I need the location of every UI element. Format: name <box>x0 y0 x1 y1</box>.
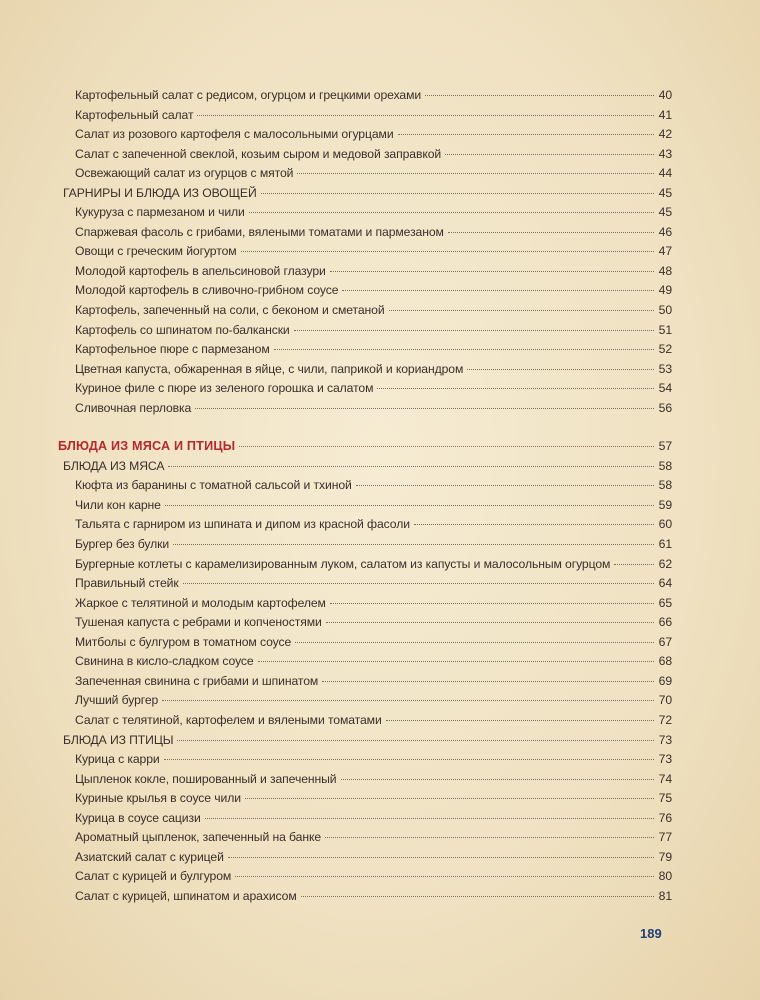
toc-entry-title: БЛЮДА ИЗ МЯСА <box>63 458 165 473</box>
dot-leader <box>326 622 654 623</box>
dot-leader <box>197 115 654 116</box>
dot-leader <box>205 818 654 819</box>
dot-leader <box>389 310 654 311</box>
toc-section[interactable] <box>58 186 672 206</box>
toc-entry-title: Чили кон карне <box>75 497 161 512</box>
toc-entry[interactable] <box>58 635 672 655</box>
toc-entry-page: 81 <box>658 888 672 903</box>
toc-entry-page: 59 <box>658 497 672 512</box>
toc-entry-title: Куриные крылья в соусе чили <box>75 791 241 806</box>
dot-leader <box>173 544 654 545</box>
toc-entry[interactable] <box>58 225 672 245</box>
toc-entry-title: Картофельный салат с редисом, огурцом и грецкими орехами <box>75 88 422 102</box>
toc-entry-page: 74 <box>658 771 672 786</box>
dot-leader <box>241 251 654 252</box>
toc-entry-page: 77 <box>658 830 672 845</box>
toc-entry-page: 60 <box>658 517 672 532</box>
toc-entry-page: 72 <box>658 712 672 727</box>
dot-leader <box>377 388 654 389</box>
toc-entry-page: 61 <box>658 537 672 552</box>
toc-entry-title: Тушеная капуста с ребрами и копченостями <box>75 615 322 630</box>
toc-entry-title: Свинина в кисло-сладком соусе <box>75 654 254 669</box>
toc-entry[interactable] <box>58 381 672 401</box>
toc-entry[interactable] <box>58 166 672 186</box>
toc-entry-page: 50 <box>658 303 672 318</box>
table-of-contents <box>58 88 672 908</box>
toc-entry-title: Запеченная свинина с грибами и шпинатом <box>75 673 319 688</box>
dot-leader <box>294 330 654 331</box>
toc-entry-title: Лучший бургер <box>75 693 159 708</box>
dot-leader <box>467 369 654 370</box>
toc-entry-title: Картофель со шпинатом по-балкански <box>75 322 290 337</box>
toc-entry[interactable] <box>58 830 672 850</box>
toc-entry-title: Салат из розового картофеля с малосольными огурцами <box>75 127 394 142</box>
toc-entry-title: Курица в соусе сацизи <box>75 810 201 825</box>
toc-entry-page: 79 <box>658 849 672 864</box>
toc-entry-page: 80 <box>658 869 672 884</box>
toc-entry-page: 73 <box>658 732 672 747</box>
dot-leader <box>164 759 654 760</box>
toc-entry-title: Овощи с греческим йогуртом <box>75 244 237 259</box>
toc-chapter[interactable] <box>58 439 672 459</box>
dot-leader <box>258 661 654 662</box>
toc-entry-page: 54 <box>658 381 672 396</box>
toc-entry-title: Салат с запеченной свеклой, козьим сыром и медовой заправкой <box>75 146 442 161</box>
toc-entry-page: 76 <box>658 810 672 825</box>
toc-entry[interactable] <box>58 537 672 557</box>
toc-entry[interactable] <box>58 362 672 382</box>
toc-entry-page: 69 <box>658 673 672 688</box>
dot-leader <box>386 720 654 721</box>
toc-entry[interactable] <box>58 576 672 596</box>
dot-leader <box>249 212 654 213</box>
toc-entry-title: Салат с телятиной, картофелем и вялеными томатами <box>75 712 382 727</box>
toc-entry-title: Сливочная перловка <box>75 400 192 415</box>
dot-leader <box>398 134 654 135</box>
dot-leader <box>301 896 654 897</box>
toc-entry[interactable] <box>58 478 672 498</box>
toc-entry-title: Куриное филе с пюре из зеленого горошка и салатом <box>75 381 374 396</box>
toc-entry-title: Картофельный салат <box>75 107 194 122</box>
dot-leader <box>235 876 654 877</box>
dot-leader <box>195 408 654 409</box>
toc-entry-title: Кюфта из баранины с томатной сальсой и тхиной <box>75 478 352 493</box>
toc-entry-page: 65 <box>658 595 672 610</box>
toc-entry-page: 45 <box>658 205 672 220</box>
toc-entry[interactable] <box>58 127 672 147</box>
toc-entry-page: 68 <box>658 654 672 669</box>
toc-entry-page: 53 <box>658 361 672 376</box>
dot-leader <box>448 232 654 233</box>
toc-entry-page: 48 <box>658 263 672 278</box>
toc-entry[interactable] <box>58 342 672 362</box>
toc-entry[interactable] <box>58 401 672 421</box>
toc-entry-title: Спаржевая фасоль с грибами, вялеными томатами и пармезаном <box>75 224 444 239</box>
toc-entry[interactable] <box>58 752 672 772</box>
toc-entry[interactable] <box>58 147 672 167</box>
toc-entry[interactable] <box>58 498 672 518</box>
dot-leader <box>274 349 654 350</box>
toc-entry-page: 46 <box>658 224 672 239</box>
toc-section[interactable] <box>58 459 672 479</box>
dot-leader <box>342 290 654 291</box>
toc-entry-page: 43 <box>658 146 672 161</box>
dot-leader <box>414 524 654 525</box>
dot-leader <box>177 740 654 741</box>
toc-entry-title: Курица с карри <box>75 752 160 767</box>
toc-entry-title: Бургер без булки <box>75 537 170 552</box>
toc-entry-page: 57 <box>658 439 672 454</box>
dot-leader <box>356 485 654 486</box>
toc-entry-page: 47 <box>658 244 672 259</box>
toc-entry-page: 75 <box>658 791 672 806</box>
toc-entry[interactable] <box>58 674 672 694</box>
toc-entry-page: 58 <box>658 478 672 493</box>
toc-entry-title: Цыпленок кокле, пошированный и запеченный <box>75 771 337 786</box>
dot-leader <box>445 154 654 155</box>
dot-leader <box>228 857 654 858</box>
toc-entry[interactable] <box>58 869 672 889</box>
toc-entry[interactable] <box>58 889 672 909</box>
toc-entry[interactable] <box>58 244 672 264</box>
page-number: 189 <box>640 926 662 941</box>
dot-leader <box>168 466 654 467</box>
dot-leader <box>425 95 654 96</box>
dot-leader <box>245 798 654 799</box>
toc-entry-title: Бургерные котлеты с карамелизированным луком, салатом из капусты и малосольным огурцом <box>75 556 611 571</box>
toc-entry-title: Жаркое с телятиной и молодым картофелем <box>75 595 326 610</box>
toc-entry[interactable] <box>58 283 672 303</box>
dot-leader <box>297 173 654 174</box>
dot-leader <box>330 603 654 604</box>
toc-entry-page: 70 <box>658 693 672 708</box>
toc-entry[interactable] <box>58 811 672 831</box>
toc-entry-page: 41 <box>658 107 672 122</box>
toc-entry-page: 51 <box>658 322 672 337</box>
toc-entry[interactable] <box>58 772 672 792</box>
toc-entry-title: Салат с курицей и булгуром <box>75 869 232 884</box>
dot-leader <box>322 681 654 682</box>
toc-entry-page: 44 <box>658 166 672 181</box>
toc-entry-page: 56 <box>658 400 672 415</box>
toc-entry-page: 52 <box>658 342 672 357</box>
toc-entry-title: БЛЮДА ИЗ ПТИЦЫ <box>63 732 174 747</box>
toc-entry-page: 62 <box>658 556 672 571</box>
dot-leader <box>165 505 654 506</box>
toc-entry[interactable] <box>58 596 672 616</box>
toc-entry-title: Молодой картофель в сливочно-грибном соусе <box>75 283 339 298</box>
toc-entry-page: 49 <box>658 283 672 298</box>
toc-entry[interactable] <box>58 693 672 713</box>
toc-entry[interactable] <box>58 88 672 108</box>
toc-entry-title: ГАРНИРЫ И БЛЮДА ИЗ ОВОЩЕЙ <box>63 185 257 200</box>
toc-entry-title: Кукуруза с пармезаном и чили <box>75 205 245 220</box>
toc-section[interactable] <box>58 733 672 753</box>
toc-entry[interactable] <box>58 303 672 323</box>
dot-leader <box>330 271 654 272</box>
toc-entry-title: Цветная капуста, обжаренная в яйце, с чили, паприкой и кориандром <box>75 361 464 376</box>
toc-entry[interactable] <box>58 264 672 284</box>
toc-entry-title: Митболы с булгуром в томатном соусе <box>75 634 292 649</box>
toc-entry-title: Картофель, запеченный на соли, с беконом и сметаной <box>75 303 385 318</box>
toc-entry-page: 73 <box>658 752 672 767</box>
toc-entry-page: 45 <box>658 185 672 200</box>
toc-entry-title: Правильный стейк <box>75 576 179 591</box>
toc-entry[interactable] <box>58 557 672 577</box>
toc-entry[interactable] <box>58 205 672 225</box>
dot-leader <box>325 837 654 838</box>
dot-leader <box>614 564 654 565</box>
toc-entry[interactable] <box>58 654 672 674</box>
toc-entry-title: Ароматный цыпленок, запеченный на банке <box>75 830 322 845</box>
toc-entry[interactable] <box>58 791 672 811</box>
dot-leader <box>183 583 654 584</box>
dot-leader <box>261 193 654 194</box>
toc-entry-page: 66 <box>658 615 672 630</box>
toc-entry[interactable] <box>58 850 672 870</box>
toc-entry-title: Освежающий салат из огурцов с мятой <box>75 166 294 181</box>
toc-entry[interactable] <box>58 323 672 343</box>
toc-entry-title: Салат с курицей, шпинатом и арахисом <box>75 888 297 903</box>
toc-entry-title: Молодой картофель в апельсиновой глазури <box>75 263 326 278</box>
toc-entry-title: БЛЮДА ИЗ МЯСА И ПТИЦЫ <box>58 439 236 454</box>
toc-entry-title: Картофельное пюре с пармезаном <box>75 342 270 357</box>
toc-entry[interactable] <box>58 108 672 128</box>
toc-entry[interactable] <box>58 713 672 733</box>
toc-entry-page: 42 <box>658 127 672 142</box>
dot-leader <box>162 700 654 701</box>
dot-leader <box>295 642 654 643</box>
toc-entry-page: 40 <box>658 88 672 102</box>
dot-leader <box>239 446 654 447</box>
toc-entry[interactable] <box>58 517 672 537</box>
toc-entry-title: Тальята с гарниром из шпината и дипом из красной фасоли <box>75 517 410 532</box>
toc-entry[interactable] <box>58 615 672 635</box>
toc-entry-page: 64 <box>658 576 672 591</box>
toc-entry-page: 58 <box>658 458 672 473</box>
dot-leader <box>341 779 654 780</box>
toc-entry-title: Азиатский салат с курицей <box>75 849 224 864</box>
section-spacer <box>58 420 672 439</box>
toc-entry-page: 67 <box>658 634 672 649</box>
